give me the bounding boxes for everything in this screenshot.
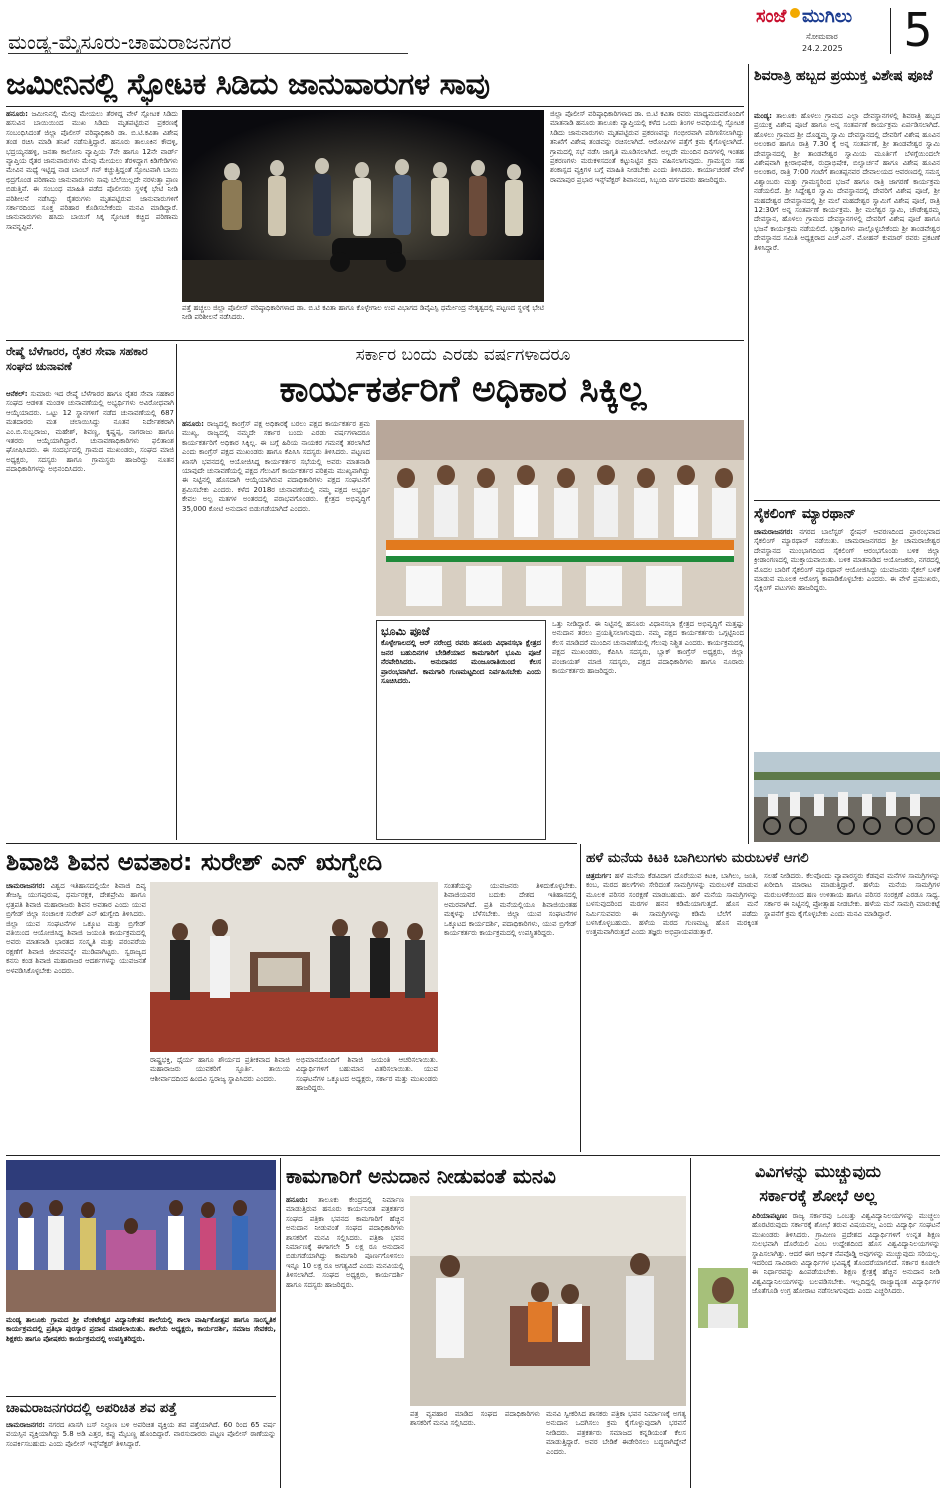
story8-body — [696, 1212, 940, 1488]
farmers-dateline: ಆನೆಕಲ್: — [6, 390, 28, 398]
region-label — [8, 30, 408, 54]
story3-photo-ceremony — [150, 882, 438, 1052]
story8-left-divider — [690, 1158, 691, 1488]
cycling-image — [754, 752, 940, 842]
right-column-divider — [748, 64, 749, 844]
portrait-spacer — [696, 1268, 752, 1330]
story5-caption: ಮಂಡ್ಯ ತಾಲೂಕು ಗ್ರಾಮದ ಶ್ರೀ ವೆಂಕಟೇಶ್ವರ ವಿದ್ಯಾನಿಕೇತನ ಶಾಲೆಯಲ್ಲಿ ಶಾಲಾ ವಾರ್ಷಿಕೋತ್ಸವ ಹಾಗೂ ಸಾಂಸ್ಕೃತಿಕ ಕಾರ್ಯಕ್ರಮದಲ್ಲಿ ಪ್ರತಿಭಾ ಪುರಸ್ಕಾರ ಪ್ರದಾನ ಮಾಡಲಾಯಿತು. ಶಾಲೆಯ ಅಧ್ಯಕ್ಷರು, ಕಾರ್ಯದರ್ಶಿ, ಸಮಾಜ ಸೇವಕರು, ಶಿಕ್ಷಕರು ಹಾಗೂ ಪೋಷಕರು ಕಾರ್ಯಕ್ರಮದಲ್ಲಿ ಉಪಸ್ಥಿತರಿದ್ದರು. — [6, 1316, 276, 1343]
story6-dateline: ಚಾಮರಾಜನಗರ: — [6, 1421, 45, 1429]
bhoomi-pooje-headline: ಭೂಮಿ ಪೂಜೆ — [381, 625, 430, 638]
story1-caption: ಪತ್ತೆ ಹಚ್ಚಲು ಜಿಲ್ಲಾ ಪೊಲೀಸ್ ವರಿಷ್ಠಾಧಿಕಾರಿಗಳಾದ ಡಾ. ಬಿ.ಟಿ ಕವಿತಾ ಹಾಗೂ ಕೊಳ್ಳೇಗಾಲ ಉಪ ವಿಭಾಗದ ಡಿವೈಎಸ್ಪಿ ಧರ್ಮೇಂದ್ರ ನೇತೃತ್ವದಲ್ಲಿ ಪಟ್ಟಣದ ಸ್ಥಳಕ್ಕೆ ಭೇಟಿ ನೀಡಿ ಪರಿಶೀಲನೆ ನಡೆಸಿದರು. — [182, 304, 544, 321]
shivaratri-dateline: ಮಂಡ್ಯ: — [754, 112, 772, 120]
meeting-image — [410, 1196, 686, 1406]
logo-part-2: ಮುಗಿಲು — [802, 6, 853, 27]
story2-kicker: ಸರ್ಕಾರ ಬಂದು ಎರಡು ವರ್ಷಗಳಾದರೂ — [355, 345, 571, 365]
award-stage-image — [6, 1160, 276, 1312]
story7-col1-text: ತಾಲೂಕು ಕೇಂದ್ರದಲ್ಲಿ ನಿರ್ಮಾಣ ಮಾಡುತ್ತಿರುವ ಹನೂರು ಕಾರ್ಯನಿರತ ಪತ್ರಕರ್ತರ ಸಂಘದ ಪತ್ರಿಕಾ ಭವನದ ಕಾಮಗಾರಿಗೆ ಹೆಚ್ಚಿನ ಅನುದಾನ ನೀಡುವಂತೆ ಸಂಘದ ಪದಾಧಿಕಾರಿಗಳು ಶಾಸಕರಿಗೆ ಮನವಿ ಸಲ್ಲಿಸಿದರು. ಪತ್ರಿಕಾ ಭವನ ನಿರ್ಮಾಣಕ್ಕೆ ಈಗಾಗಲೇ 5 ಲಕ್ಷ ರೂ ಅನುದಾನ ಬಿಡುಗಡೆಯಾಗಿದ್ದು ಕಾಮಗಾರಿ ಪೂರ್ಣಗೊಳಿಸಲು ಇನ್ನೂ 10 ಲಕ್ಷ ರೂ ಅಗತ್ಯವಿದೆ ಎಂದು ಮನವಿಯಲ್ಲಿ ತಿಳಿಸಲಾಗಿದೆ. ಸಂಘದ ಅಧ್ಯಕ್ಷರು, ಕಾರ್ಯದರ್ಶಿ ಹಾಗೂ ಸದಸ್ಯರು ಹಾಜರಿದ್ದರು. — [286, 1196, 404, 1289]
story4-headline: ಹಳೆ ಮನೆಯ ಕಿಟಕಿ ಬಾಗಿಲುಗಳು ಮರುಬಳಕೆ ಆಗಲಿ — [586, 850, 809, 866]
story1-col1 — [6, 110, 178, 338]
bottom-row-rule — [6, 1155, 940, 1156]
story2-headline: ಕಾರ್ಯಕರ್ತರಿಗೆ ಅಧಿಕಾರ ಸಿಕ್ಕಿಲ್ಲ — [279, 369, 647, 410]
story3-col3-text: ಸಂತತೆಯನ್ನು ಯುವಜನರು ತಿಳಿದುಕೊಳ್ಳಬೇಕು. ಶಿವಾಜಿಯವರ ಬದುಕು ದೇಶದ ಇತಿಹಾಸದಲ್ಲಿ ಅಮರವಾಗಿದೆ. ಪ್ರತಿ ಮನೆಯಲ್ಲಿಯೂ ಶಿವಾಜಿಯಂತಹ ಮಕ್ಕಳನ್ನು ಬೆಳೆಸಬೇಕು. ಜಿಲ್ಲಾ ಯುವ ಸಂಘಟನೆಗಳ ಒಕ್ಕೂಟದ ಕಾರ್ಯದರ್ಶಿ, ಪದಾಧಿಕಾರಿಗಳು, ಯುವ ಬ್ರಿಗೇಡ್ ಕಾರ್ಯಕರ್ತರು ಕಾರ್ಯಕ್ರಮದಲ್ಲಿ ಉಪಸ್ಥಿತರಿದ್ದರು. — [444, 882, 577, 938]
story4-col1 — [586, 872, 758, 1152]
story6-body — [6, 1421, 276, 1487]
story5-photo-award — [6, 1160, 276, 1312]
story3-col4 — [296, 1056, 438, 1152]
story1-col3 — [550, 110, 744, 338]
group-photo-image — [376, 420, 744, 616]
bhoomi-pooje-text: ಕೊಳ್ಳೇಗಾಲದಲ್ಲಿ ಆರ್ ನರೇಂದ್ರ ರವರು ಹನೂರು ವಿಧಾನಸಭಾ ಕ್ಷೇತ್ರದ ಜನರ ಬಹುದಿನಗಳ ಬೇಡಿಕೆಯಾದ ಕಾಮಗಾರಿಗೆ ಭೂಮಿ ಪೂಜೆ ನೆರವೇರಿಸಿದರು. ಅನುದಾನದ ಮಂಜೂರಾತಿಯಿಂದ ಕೆಲಸ ಪ್ರಾರಂಭವಾಗಿದೆ. ಕಾಮಗಾರಿ ಗುಣಮಟ್ಟದಿಂದ ನಿರ್ವಹಿಸಬೇಕು ಎಂದು ಸೂಚಿಸಿದರು. — [381, 639, 541, 686]
shivaratri-headline: ಶಿವರಾತ್ರಿ ಹಬ್ಬದ ಪ್ರಯುಕ್ತ ವಿಶೇಷ ಪೂಜೆ — [754, 68, 933, 84]
masthead — [0, 0, 945, 62]
story7-headline: ಕಾಮಗಾರಿಗೆ ಅನುದಾನ ನೀಡುವಂತೆ ಮನವಿ — [286, 1164, 556, 1188]
bhoomi-pooje-box — [376, 620, 546, 840]
story3-col4-text: ಅಭಿಮಾನದೊಂದಿಗೆ ಶಿವಾಜಿ ಜಯಂತಿ ಆಚರಿಸಲಾಯಿತು. ವಿದ್ಯಾರ್ಥಿಗಳಿಗೆ ಬಹುಮಾನ ವಿತರಿಸಲಾಯಿತು. ಯುವ ಸಂಘಟನೆಗಳ ಒಕ್ಕೂಟದ ಅಧ್ಯಕ್ಷರು, ಸರ್ಕಾರ ಮತ್ತು ಮುಖಂಡರು ಹಾಜರಿದ್ದರು. — [296, 1056, 438, 1093]
story2-left-divider — [176, 344, 177, 840]
story7-col1 — [286, 1196, 404, 1488]
cycling-headline: ಸೈಕಲಿಂಗ್ ಮ್ಯಾರಥಾನ್ — [754, 506, 856, 522]
story6-text: ನಗರದ ಖಾಸಗಿ ಬಸ್ ನಿಲ್ದಾಣ ಬಳಿ ಅಪರಿಚಿತ ವ್ಯಕ್ತಿಯ ಶವ ಪತ್ತೆಯಾಗಿದೆ. 60 ರಿಂದ 65 ವರ್ಷ ವಯಸ್ಸಿನ ವ್ಯಕ್ತಿಯಾಗಿದ್ದು 5.8 ಅಡಿ ಎತ್ತರ, ಕಪ್ಪು ಮೈಬಣ್ಣ ಹೊಂದಿದ್ದಾರೆ. ವಾರಸುದಾರರು ಪಟ್ಟಣ ಪೊಲೀಸ್ ಠಾಣೆಯನ್ನು ಸಂಪರ್ಕಿಸಬಹುದು ಎಂದು ಪೊಲೀಸ್ ಇನ್ಸ್‌ಪೆಕ್ಟರ್ ತಿಳಿಸಿದ್ದಾರೆ. — [6, 1421, 276, 1448]
story6-headline: ಚಾಮರಾಜನಗರದಲ್ಲಿ ಅಪರಿಚಿತ ಶವ ಪತ್ತೆ — [6, 1401, 177, 1416]
story2-col3 — [552, 620, 744, 840]
story8-headline-2: ಸರ್ಕಾರಕ್ಕೆ ಶೋಭೆ ಅಲ್ಲ — [759, 1186, 877, 1205]
logo-part-1: ಸಂಜೆ — [756, 6, 787, 27]
story2-col1-text: ರಾಜ್ಯದಲ್ಲಿ ಕಾಂಗ್ರೆಸ್ ಪಕ್ಷ ಅಧಿಕಾರಕ್ಕೆ ಬರಲು ಪಕ್ಷದ ಕಾರ್ಯಕರ್ತರ ಶ್ರಮ ಮುಖ್ಯ, ರಾಜ್ಯದಲ್ಲಿ ನಮ್ಮದೇ ಸರ್ಕಾರ ಬಂದು ಎರಡು ವರ್ಷಗಳಾದರೂ ಕಾರ್ಯಕರ್ತರಿಗೆ ಅಧಿಕಾರ ಸಿಕ್ಕಿಲ್ಲ. ಈ ಬಗ್ಗೆ ಹಿರಿಯ ನಾಯಕರ ಗಮನಕ್ಕೆ ತರಲಾಗಿದೆ ಎಂದು ಕಾಂಗ್ರೆಸ್ ಪಕ್ಷದ ಮುಖಂಡರು ಹಾಗೂ ಕೆಪಿಸಿಸಿ ಸದಸ್ಯರು ತಿಳಿಸಿದರು. ಪಟ್ಟಣದ ಖಾಸಗಿ ಭವನದಲ್ಲಿ ಆಯೋಜಿಸಿದ್ದ ಕಾರ್ಯಕರ್ತರ ಸಭೆಯಲ್ಲಿ ಅವರು ಮಾತನಾಡಿ ಯಾವುದೇ ಚುನಾವಣೆಯಲ್ಲಿ ಪಕ್ಷದ ಗೆಲುವಿಗೆ ಕಾರ್ಯಕರ್ತರ ಪರಿಶ್ರಮ ಮುಖ್ಯವಾಗಿದ್ದು ಈ ನಿಟ್ಟಿನಲ್ಲಿ ಹೊಸದಾಗಿ ಆಯ್ಕೆಯಾಗಿರುವ ಪದಾಧಿಕಾರಿಗಳು ಪಕ್ಷದ ಸಂಘಟನೆಗೆ ಶ್ರಮಿಸಬೇಕು ಎಂದರು. ಕಳೆದ 2018ರ ಚುನಾವಣೆಯಲ್ಲಿ ನಮ್ಮ ಪಕ್ಷದ ಅಭ್ಯರ್ಥಿ ಕೇವಲ ಅಲ್ಪ ಮತಗಳ ಅಂತರದಲ್ಲಿ ಪರಾಭವಗೊಂಡರು. ಕ್ಷೇತ್ರದ ಅಭಿವೃದ್ಧಿಗೆ 35,000 ಕೋಟಿ ಅನುದಾನ ಬಿಡುಗಡೆಯಾಗಿದೆ ಎಂದರು. — [182, 420, 370, 513]
story3-headline: ಶಿವಾಜಿ ಶಿವನ ಅವತಾರ: ಸುರೇಶ್ ಎನ್ ಋಗ್ವೇದಿ — [6, 848, 383, 876]
story7-left-divider — [280, 1158, 281, 1488]
cycling-body — [754, 528, 940, 750]
story1-photo-night-police — [182, 110, 544, 302]
farmers-headline: ರೇಷ್ಮೆ ಬೆಳೆಗಾರರ, ರೈತರ ಸೇವಾ ಸಹಕಾರ ಸಂಘದ ಚುನಾವಣೆ — [6, 345, 148, 373]
logo-sun-icon — [790, 8, 800, 18]
night-scene-image — [182, 110, 544, 302]
story3-col3 — [444, 882, 577, 1152]
shivaratri-body — [754, 112, 940, 497]
farmers-body — [6, 390, 174, 838]
cycling-photo — [754, 752, 940, 842]
region-text: ಮಂಡ್ಯ-ಮೈಸೂರು-ಚಾಮರಾಜನಗರ — [8, 30, 232, 54]
story1-col1-text: ಜಮೀನಿನಲ್ಲಿ ಮೇವು ಮೇಯಲು ತೆರಳಿದ್ದ ವೇಳೆ ಸ್ಪೋಟಕ ಸಿಡಿದು ಹಸುವಿನ ಬಾಯಿಯಿಂದ ಮುಖ ಸಿಡಿದು ಮೃತಪಟ್ಟಿರುವ ಪ್ರಕರಣಕ್ಕೆ ಸಂಬಂಧಿಸಿದಂತೆ ಜಿಲ್ಲಾ ಪೊಲೀಸ್ ವರಿಷ್ಠಾಧಿಕಾರಿ ಡಾ. ಬಿ.ಟಿ.ಕವಿತಾ ವಿಶೇಷ ತಂಡ ರಚಿಸಿ ಮಾಡಿ ತನಿಖೆ ನಡೆಸುತ್ತಿದ್ದಾರೆ. ಹನೂರು ತಾಲೂಕಿನ ಕೌದಳ್ಳಿ, ಭದ್ರಯ್ಯನಹಳ್ಳಿ, ಜನತಾ ಕಾಲೋನಿ ವ್ಯಾಪ್ತಿಯ 7ನೇ ಹಾಗೂ 12ನೇ ವಾರ್ಡ್ ವ್ಯಾಪ್ತಿಯ ರೈತರ ಜಾನುವಾರುಗಳು ಮೇವು ಮೇಯಲು ತೆರಳಿದ್ದಾಗ ಕಿಡಿಗೇಡಿಗಳು ಮೇವಿನ ಮಧ್ಯೆ ಇಟ್ಟಿದ್ದ ನಾಡ ಬಾಂಬ್ ಗನ್ ಕಚ್ಚುತ್ತಿದ್ದಂತೆ ಸ್ಫೋಟವಾಗಿ ಬಾಯಿ ಛಿದ್ರಗೊಂಡ ಪರಿಣಾಮ ಜಾನುವಾರುಗಳು ಸಾವು ಬೆಲೆಯಿಲ್ಲದೇ ನರಳುತ್ತಾ ಪ್ರಾಣ ಬಿಡುತ್ತಿವೆ. ಈ ಸಂಬಂಧ ಮಾಹಿತಿ ಪಡೆದ ಪೊಲೀಸರು ಸ್ಥಳಕ್ಕೆ ಭೇಟಿ ನೀಡಿ ಪರಿಶೀಲನೆ ನಡೆಸಿದ್ದು ರೈತರುಗಳು ಮೃತಪಟ್ಟಿರುವ ಜಾನುವಾರುಗಳಿಗೆ ಸರ್ಕಾರದಿಂದ ಸೂಕ್ತ ಪರಿಹಾರ ಕೊಡಿಸಬೇಕೆಂದು ಮನವಿ ಮಾಡಿದ್ದಾರೆ. ಜಾನುವಾರುಗಳು ಹಸಿದು ಬಾಯಿಗೆ ಸಿಕ್ಕ ಸ್ಫೋಟಕ ಕಚ್ಚಿದ ಪರಿಣಾಮ ಸಾವನ್ನಪ್ಪಿವೆ. — [6, 110, 178, 231]
story3-dateline: ಚಾಮರಾಜನಗರ: — [6, 882, 45, 890]
story7-photo-meeting — [410, 1196, 686, 1406]
masthead-divider — [890, 8, 891, 54]
story1-col3-text: ಜಿಲ್ಲಾ ಪೊಲೀಸ್ ವರಿಷ್ಠಾಧಿಕಾರಿಗಳಾದ ಡಾ. ಬಿ.ಟಿ ಕವಿತಾ ರವರು ಮಾಧ್ಯಮದವರೊಂದಿಗೆ ಮಾತನಾಡಿ ಹನೂರು ತಾಲೂಕು ವ್ಯಾಪ್ತಿಯಲ್ಲಿ ಕಳೆದ ಒಂದು ತಿಂಗಳ ಅವಧಿಯಲ್ಲಿ ಸ್ಫೋಟಕ ಸಿಡಿದು ಜಾನುವಾರುಗಳು ಮೃತಪಟ್ಟಿರುವ ಪ್ರಕರಣವನ್ನು ಗಂಭೀರವಾಗಿ ಪರಿಗಣಿಸಲಾಗಿದ್ದು ತನಿಖೆಗೆ ವಿಶೇಷ ತಂಡವನ್ನು ರಚಿಸಲಾಗಿದೆ. ಆರೋಪಿಗಳ ಪತ್ತೆಗೆ ಕ್ರಮ ಕೈಗೊಳ್ಳಲಾಗಿದೆ. ಗ್ರಾಮದಲ್ಲಿ ಸಭೆ ನಡೆಸಿ ಜಾಗೃತಿ ಮೂಡಿಸಲಾಗಿದೆ. ಅಲ್ಲದೇ ಮುಂದಿನ ದಿನಗಳಲ್ಲಿ ಇಂತಹ ಪ್ರಕರಣಗಳು ಮರುಕಳಿಸದಂತೆ ಕಟ್ಟುನಿಟ್ಟಿನ ಕ್ರಮ ವಹಿಸಲಾಗುವುದು. ಗ್ರಾಮಸ್ಥರು ಸಹ ಶಂಕಾಸ್ಪದ ವ್ಯಕ್ತಿಗಳ ಬಗ್ಗೆ ಮಾಹಿತಿ ನೀಡಬೇಕು ಎಂದು ತಿಳಿಸಿದರು. ಕಾರ್ಯಾಚರಣೆ ವೇಳೆ ರಾಮಾಪುರ ಪ್ರಭಾರ ಇನ್ಸ್‌ಪೆಕ್ಟರ್ ಶಿವಾನಂದ, ಸಿಬ್ಬಂದಿ ವರ್ಗದವರು ಹಾಜರಿದ್ದರು. — [550, 110, 744, 184]
story2-col1 — [182, 420, 370, 840]
issue-day: ಸೋಮವಾರ — [806, 32, 838, 41]
story7-col3-text: ಮನವಿ ಸ್ವೀಕರಿಸಿದ ಶಾಸಕರು ಪತ್ರಿಕಾ ಭವನ ನಿರ್ಮಾಣಕ್ಕೆ ಅಗತ್ಯ ಅನುದಾನ ಒದಗಿಸಲು ಕ್ರಮ ಕೈಗೊಳ್ಳುವುದಾಗಿ ಭರವಸೆ ನೀಡಿದರು. ಪತ್ರಕರ್ತರು ಸಮಾಜದ ಕನ್ನಡಿಯಂತೆ ಕೆಲಸ ಮಾಡುತ್ತಿದ್ದಾರೆ. ಅವರ ಬೇಡಿಕೆ ಈಡೇರಿಸಲು ಬದ್ಧರಾಗಿದ್ದೇವೆ ಎಂದರು. — [546, 1410, 686, 1456]
story2-dateline: ಹನೂರು: — [182, 420, 204, 428]
ceremony-image — [150, 882, 438, 1052]
story3-col1 — [6, 882, 146, 1152]
story8-dateline: ಪಿರಿಯಾಪಟ್ಟಣ: — [752, 1212, 788, 1220]
story6-top-rule — [6, 1396, 276, 1397]
story3-col2 — [150, 1056, 290, 1152]
story2-col3-text: ಒತ್ತು ನೀಡಿದ್ದಾರೆ. ಈ ನಿಟ್ಟಿನಲ್ಲಿ ಹನೂರು ವಿಧಾನಸಭಾ ಕ್ಷೇತ್ರದ ಅಭಿವೃದ್ಧಿಗೆ ಮತ್ತಷ್ಟು ಅನುದಾನ ತರಲು ಪ್ರಯತ್ನಿಸಲಾಗುವುದು. ನಮ್ಮ ಪಕ್ಷದ ಕಾರ್ಯಕರ್ತರು ಒಗ್ಗಟ್ಟಿನಿಂದ ಕೆಲಸ ಮಾಡಿದರೆ ಮುಂದಿನ ಚುನಾವಣೆಯಲ್ಲಿ ಗೆಲುವು ನಿಶ್ಚಿತ ಎಂದರು. ಕಾರ್ಯಕ್ರಮದಲ್ಲಿ ಪಕ್ಷದ ಮುಖಂಡರು, ಕೆಪಿಸಿಸಿ ಸದಸ್ಯರು, ಬ್ಲಾಕ್ ಕಾಂಗ್ರೆಸ್ ಅಧ್ಯಕ್ಷರು, ಜಿಲ್ಲಾ ಪಂಚಾಯತ್ ಮಾಜಿ ಸದಸ್ಯರು, ಪಕ್ಷದ ಪದಾಧಿಕಾರಿಗಳು ಹಾಗೂ ನೂರಾರು ಕಾರ್ಯಕರ್ತರು ಹಾಜರಿದ್ದರು. — [552, 620, 744, 676]
story1-headline: ಜಮೀನಿನಲ್ಲಿ ಸ್ಫೋಟಕ ಸಿಡಿದು ಜಾನುವಾರುಗಳ ಸಾವು — [6, 67, 490, 102]
story7-caption: ಪತ್ರ ವ್ಯವಹಾರ ಮಾಡಿದ ಸಂಘದ ಪದಾಧಿಕಾರಿಗಳು ಶಾಸಕರಿಗೆ ಮನವಿ ಸಲ್ಲಿಸಿದರು. — [410, 1410, 540, 1427]
story2-top-rule — [6, 340, 744, 341]
story3-col1-text: ವಿಶ್ವದ ಇತಿಹಾಸದಲ್ಲಿಯೇ ಶಿವಾಜಿ ದಿವ್ಯ ತೇಜಸ್ವಿ ಯುಗಪುರುಷ, ಧರ್ಮರಕ್ಷಕ, ದೇಶಪ್ರೇಮಿ ಹಾಗೂ ಛತ್ರಪತಿ ಶಿವಾಜಿ ಮಹಾರಾಜರು ಶಿವನ ಅವತಾರ ಎಂದು ಯುವ ಬ್ರಿಗೇಡ್ ಜಿಲ್ಲಾ ಸಂಚಾಲಕ ಸುರೇಶ್ ಎನ್ ಋಗ್ವೇದಿ ತಿಳಿಸಿದರು. ಜಿಲ್ಲಾ ಯುವ ಸಂಘಟನೆಗಳ ಒಕ್ಕೂಟ ಮತ್ತು ಬ್ರಿಗೇಡ್ ವತಿಯಿಂದ ಆಯೋಜಿಸಿದ್ದ ಶಿವಾಜಿ ಜಯಂತಿ ಕಾರ್ಯಕ್ರಮದಲ್ಲಿ ಅವರು ಮಾತನಾಡಿ ಭಾರತದ ಸಂಸ್ಕೃತಿ ಮತ್ತು ಪರಂಪರೆಯ ರಕ್ಷಣೆಗೆ ಶಿವಾಜಿ ಜೀವನವನ್ನೇ ಮುಡಿಪಾಗಿಟ್ಟರು. ಸ್ವರಾಜ್ಯದ ಕನಸು ಕಂಡ ಶಿವಾಜಿ ಮಹಾರಾಜರ ಆದರ್ಶಗಳನ್ನು ಯುವಜನತೆ ಅಳವಡಿಸಿಕೊಳ್ಳಬೇಕು ಎಂದರು. — [6, 882, 146, 975]
story1-dateline: ಹನೂರು: — [6, 110, 28, 118]
shivaratri-text: ತಾಲೂಕು ಹೊಳಲು ಗ್ರಾಮದ ಎಲ್ಲಾ ದೇವಸ್ಥಾನಗಳಲ್ಲಿ ಶಿವರಾತ್ರಿ ಹಬ್ಬದ ಪ್ರಯುಕ್ತ ವಿಶೇಷ ಪೂಜೆ ಹಾಗೂ ಅನ್ನ ಸಂತರ್ಪಣೆ ಕಾರ್ಯಕ್ರಮ ಏರ್ಪಡಿಸಲಾಗಿದೆ. ಹೊಳಲು ಗ್ರಾಮದ ಶ್ರೀ ದೊಡ್ಡಮ್ಮ ಸ್ವಾಮಿ ದೇವಸ್ಥಾನದಲ್ಲಿ ದೇವರಿಗೆ ವಿಶೇಷ ಹೂವಿನ ಅಲಂಕಾರ ಹಾಗೂ ರಾತ್ರಿ 7.30 ಕ್ಕೆ ಅನ್ನ ಸಂತರ್ಪಣೆ, ಶ್ರೀ ತಾಂಡವೇಶ್ವರ ಸ್ವಾಮಿ ದೇವಸ್ಥಾನದಲ್ಲಿ ಶ್ರೀ ತಾಂಡವೇಶ್ವರ ಸ್ವಾಮಿಯ ಮೂರ್ತಿಗೆ ಬೆಳಗ್ಗೆಯಿಂದಲೇ ವಿಶೇಷವಾಗಿ ಕ್ಷೀರಾಭಿಷೇಕ, ರುದ್ರಾಭಿಷೇಕ, ಬಿಲ್ವಾರ್ಚನೆ ಹಾಗೂ ವಿಶೇಷ ಹೂವಿನ ಅಲಂಕಾರ, ರಾತ್ರಿ 7:00 ಗಂಟೆಗೆ ಶಾಂತಪ್ಪನವರ ದೇವಾಲಯದ ಆವರಣದಲ್ಲಿ ಸಮಸ್ತ ವಿಶ್ವಾಂಬರು ಮತ್ತು ಗ್ರಾಮಸ್ಥರಿಂದ ಭಜನೆ ಹಾಗೂ ರಾತ್ರಿ ಜಾಗರಣೆ ಕಾರ್ಯಕ್ರಮ ನಡೆಯಲಿದೆ. ಶ್ರೀ ಸಿದ್ದೇಶ್ವರ ಸ್ವಾಮಿ ದೇವಸ್ಥಾನದಲ್ಲಿ ದೇವರಿಗೆ ವಿಶೇಷ ಪೂಜೆ, ಶ್ರೀ ಮಹದೇಶ್ವರ ದೇವಸ್ಥಾನದಲ್ಲಿ ಶ್ರೀ ಮಲೆ ಮಹದೇಶ್ವರ ಸ್ವಾಮಿಗೆ ವಿಶೇಷ ಪೂಜೆ, ರಾತ್ರಿ 12:30ಗೆ ಅನ್ನ ಸಂತರ್ಪಣೆ ಕಾರ್ಯಕ್ರಮ. ಶ್ರೀ ಮಲೆಶ್ವರ ಸ್ವಾಮಿ, ಚೌಡೇಶ್ವರಮ್ಮ ದೇವಸ್ಥಾನ, ಹೊಳಲು ಗ್ರಾಮದ ದೇವಸ್ಥಾನಗಳಲ್ಲಿ ದೇವರಿಗೆ ವಿಶೇಷ ಪೂಜೆ ಹಾಗೂ ಭಜನೆ ಕಾರ್ಯಕ್ರಮ ನಡೆಯಲಿದೆ. ಭಕ್ತಾದಿಗಳು ಪಾಲ್ಗೊಳ್ಳಬೇಕೆಂದು ಶ್ರೀ ತಾಂಡವೇಶ್ವರ ದೇವಸ್ಥಾನದ ಸಮಿತಿ ಅಧ್ಯಕ್ಷರಾದ ಎಚ್.ಎನ್. ಮೋಹನ್ ಕುಮಾರ್ ರವರು ಪ್ರಕಟಣೆ ತಿಳಿಸಿದ್ದಾರೆ. — [754, 112, 940, 252]
story4-col2 — [764, 872, 940, 1152]
shivaratri-rule — [754, 500, 940, 501]
story3-col2-text: ರಾಷ್ಟ್ರಭಕ್ತಿ, ಧೈರ್ಯ ಹಾಗೂ ಶೌರ್ಯದ ಪ್ರತೀಕವಾದ ಶಿವಾಜಿ ಮಹಾರಾಜರು ಯುವಕರಿಗೆ ಸ್ಫೂರ್ತಿ. ತಾಯಿಯ ಆಶೀರ್ವಾದದಿಂದ ಹಿಂದವಿ ಸ್ವರಾಜ್ಯ ಸ್ಥಾಪಿಸಿದರು ಎಂದರು. — [150, 1056, 290, 1083]
story8-text: ರಾಜ್ಯ ಸರ್ಕಾರವು ಒಂಬತ್ತು ವಿಶ್ವವಿದ್ಯಾನಿಲಯಗಳನ್ನು ಮುಚ್ಚಲು ಹೊರಟಿರುವುದು ಸರ್ಕಾರಕ್ಕೆ ಶೋಭೆ ತರುವ ವಿಷಯವಲ್ಲ ಎಂದು ವಿದ್ಯಾರ್ಥಿ ಸಂಘಟನೆ ಮುಖಂಡರು ತಿಳಿಸಿದರು. ಗ್ರಾಮೀಣ ಪ್ರದೇಶದ ವಿದ್ಯಾರ್ಥಿಗಳಿಗೆ ಉನ್ನತ ಶಿಕ್ಷಣ ಸುಲಭವಾಗಿ ದೊರೆಯಲಿ ಎಂಬ ಉದ್ದೇಶದಿಂದ ಹೊಸ ವಿಶ್ವವಿದ್ಯಾನಿಲಯಗಳನ್ನು ಸ್ಥಾಪಿಸಲಾಗಿತ್ತು. ಆದರೆ ಈಗ ಆರ್ಥಿಕ ನೆಪವೊಡ್ಡಿ ಅವುಗಳನ್ನು ಮುಚ್ಚುವುದು ಸರಿಯಲ್ಲ. ಇದರಿಂದ ಸಾವಿರಾರು ವಿದ್ಯಾರ್ಥಿಗಳ ಭವಿಷ್ಯಕ್ಕೆ ತೊಂದರೆಯಾಗಲಿದೆ. ಸರ್ಕಾರ ಕೂಡಲೇ ಈ ನಿರ್ಧಾರವನ್ನು ಹಿಂಪಡೆಯಬೇಕು. ಶಿಕ್ಷಣ ಕ್ಷೇತ್ರಕ್ಕೆ ಹೆಚ್ಚಿನ ಅನುದಾನ ನೀಡಿ ವಿಶ್ವವಿದ್ಯಾನಿಲಯಗಳನ್ನು ಬಲಪಡಿಸಬೇಕು. ಇಲ್ಲದಿದ್ದಲ್ಲಿ ರಾಜ್ಯಾದ್ಯಂತ ವಿದ್ಯಾರ್ಥಿಗಳ ಜೊತೆಗೂಡಿ ಉಗ್ರ ಹೋರಾಟ ನಡೆಸಲಾಗುವುದು ಎಂದು ಎಚ್ಚರಿಸಿದರು. — [752, 1212, 940, 1296]
cycling-dateline: ಚಾಮರಾಜನಗರ: — [754, 528, 793, 536]
story8-headline-1: ವಿವಿಗಳನ್ನು ಮುಚ್ಚುವುದು — [754, 1162, 882, 1181]
cycling-text: ನಗರದ ಬಾಲೆಸ್ಟರ್ ಸ್ಟೇಷನ್ ಆವರಣದಿಂದ ಪ್ರಾರಂಭವಾದ ಸೈಕಲಿಂಗ್ ಮ್ಯಾರಥಾನ್ ನಡೆಯಿತು. ಚಾಮರಾಜನಗರದ ಶ್ರೀ ಚಾಮರಾಜೇಶ್ವರ ದೇವಸ್ಥಾನದ ಮುಂಭಾಗದಿಂದ ಸೈಕಲಿಂಗ್ ಆರಂಭಗೊಂಡು ಬಳಿಕ ಜಿಲ್ಲಾ ಕ್ರೀಡಾಂಗಣದಲ್ಲಿ ಮುಕ್ತಾಯವಾಯಿತು. ಬಳಿಕ ಮಾತನಾಡಿದ ಆಯೋಜಕರು, ನಗರದಲ್ಲಿ ಮೊದಲ ಬಾರಿಗೆ ಸೈಕಲಿಂಗ್ ಮ್ಯಾರಥಾನ್ ಆಯೋಜಿಸಿದ್ದು ಯುವಜನರು ಸೈಕಲ್ ಬಳಕೆ ಮಾಡುವ ಮೂಲಕ ಆರೋಗ್ಯ ಕಾಪಾಡಿಕೊಳ್ಳಬೇಕು ಎಂದರು. ಈ ವೇಳೆ ಪ್ರಮುಖರು, ಸೈಕ್ಲಿಂಗ್ ಪಟುಗಳು ಹಾಜರಿದ್ದರು. — [754, 528, 940, 593]
story4-dateline: ಚಿತ್ರದುರ್ಗ: — [586, 872, 612, 880]
story7-col3 — [546, 1410, 686, 1488]
story7-dateline: ಹನೂರು: — [286, 1196, 308, 1204]
paper-logo — [738, 4, 888, 58]
page-number: 5 — [903, 3, 933, 57]
story2-photo-group — [376, 420, 744, 616]
story4-col1-text: ಹಳೆ ಮನೆಯ ಕೆಡವಿದಾಗ ದೊರೆಯುವ ಕಿಟಕಿ, ಬಾಗಿಲು, ಜಂತಿ, ಕಂಬ, ಮರದ ಹಲಗೆಗಳು ಸೇರಿದಂತೆ ಸಾಮಗ್ರಿಗಳನ್ನು ಮರುಬಳಕೆ ಮಾಡುವ ಮೂಲಕ ಪರಿಸರ ಸಂರಕ್ಷಣೆ ಮಾಡಬಹುದು. ಹಳೆ ಮನೆಯ ಸಾಮಗ್ರಿಗಳನ್ನು ಬಳಸುವುದರಿಂದ ಮರಗಳ ಹನನ ಕಡಿಮೆಯಾಗುತ್ತದೆ. ಹೊಸ ಮನೆ ನಿರ್ಮಿಸುವವರು ಈ ಸಾಮಗ್ರಿಗಳನ್ನು ಕಡಿಮೆ ಬೆಲೆಗೆ ಪಡೆದು ಬಳಸಿಕೊಳ್ಳಬಹುದು. ಹಳೆಯ ಮರದ ಗುಣಮಟ್ಟ ಹೊಸ ಮರಕ್ಕಿಂತ ಉತ್ತಮವಾಗಿರುತ್ತದೆ ಎಂದು ತಜ್ಞರು ಅಭಿಪ್ರಾಯಪಡುತ್ತಾರೆ. — [586, 872, 758, 937]
story1-headline-rule — [6, 106, 744, 107]
farmers-text: ಸುಮಾರು ಇದ ರೇಷ್ಮೆ ಬೆಳೆಗಾರರ ಹಾಗೂ ರೈತರ ಸೇವಾ ಸಹಕಾರ ಸಂಘದ ಆಡಳಿತ ಮಂಡಳಿ ಚುನಾವಣೆಯಲ್ಲಿ ಅಭ್ಯರ್ಥಿಗಳು ಅವಿರೋಧವಾಗಿ ಆಯ್ಕೆಯಾದರು. ಒಟ್ಟು 12 ಸ್ಥಾನಗಳಿಗೆ ನಡೆದ ಚುನಾವಣೆಯಲ್ಲಿ 687 ಮತದಾರರು ಮತ ಚಲಾಯಿಸಿದ್ದು ನೂತನ ನಿರ್ದೇಶಕರಾಗಿ ಎಂ.ಬಿ.ಸುಬ್ಬರಾಜು, ಮಹೇಶ್, ಶಿವಣ್ಣ, ಕೃಷ್ಣಪ್ಪ, ನಾಗರಾಜು ಹಾಗೂ ಇತರರು ಆಯ್ಕೆಯಾಗಿದ್ದಾರೆ. ಚುನಾವಣಾಧಿಕಾರಿಗಳು ಫಲಿತಾಂಶ ಘೋಷಿಸಿದರು. ಈ ಸಂದರ್ಭದಲ್ಲಿ ಗ್ರಾಮದ ಮುಖಂಡರು, ಸಂಘದ ಮಾಜಿ ಅಧ್ಯಕ್ಷರು, ಸದಸ್ಯರು ಹಾಗೂ ಗ್ರಾಮಸ್ಥರು ಹಾಜರಿದ್ದು ನೂತನ ಪದಾಧಿಕಾರಿಗಳನ್ನು ಅಭಿನಂದಿಸಿದರು. — [6, 390, 174, 474]
issue-date: 24.2.2025 — [802, 44, 843, 53]
story4-col2-text: ಸಲಹೆ ನೀಡಿದರು. ಕೆಲವೊಂದು ವ್ಯಾಪಾರಸ್ಥರು ಕೆಡವುವ ಮನೆಗಳ ಸಾಮಗ್ರಿಗಳನ್ನು ಖರೀದಿಸಿ ಮಾರಾಟ ಮಾಡುತ್ತಿದ್ದಾರೆ. ಹಳೆಯ ಮನೆಯ ಸಾಮಗ್ರಿಗಳ ಮರುಬಳಕೆಯಿಂದ ಹಣ ಉಳಿತಾಯ ಹಾಗೂ ಪರಿಸರ ಸಂರಕ್ಷಣೆ ಎರಡೂ ಸಾಧ್ಯ. ಸರ್ಕಾರ ಈ ನಿಟ್ಟಿನಲ್ಲಿ ಪ್ರೋತ್ಸಾಹ ನೀಡಬೇಕು. ಹಳೆಯ ಮನೆ ಸಾಮಗ್ರಿ ಮಾರುಕಟ್ಟೆ ಸ್ಥಾಪನೆಗೆ ಕ್ರಮ ಕೈಗೊಳ್ಳಬೇಕು ಎಂದು ಮನವಿ ಮಾಡಿದ್ದಾರೆ. — [764, 872, 940, 918]
story4-left-divider — [580, 844, 581, 1152]
